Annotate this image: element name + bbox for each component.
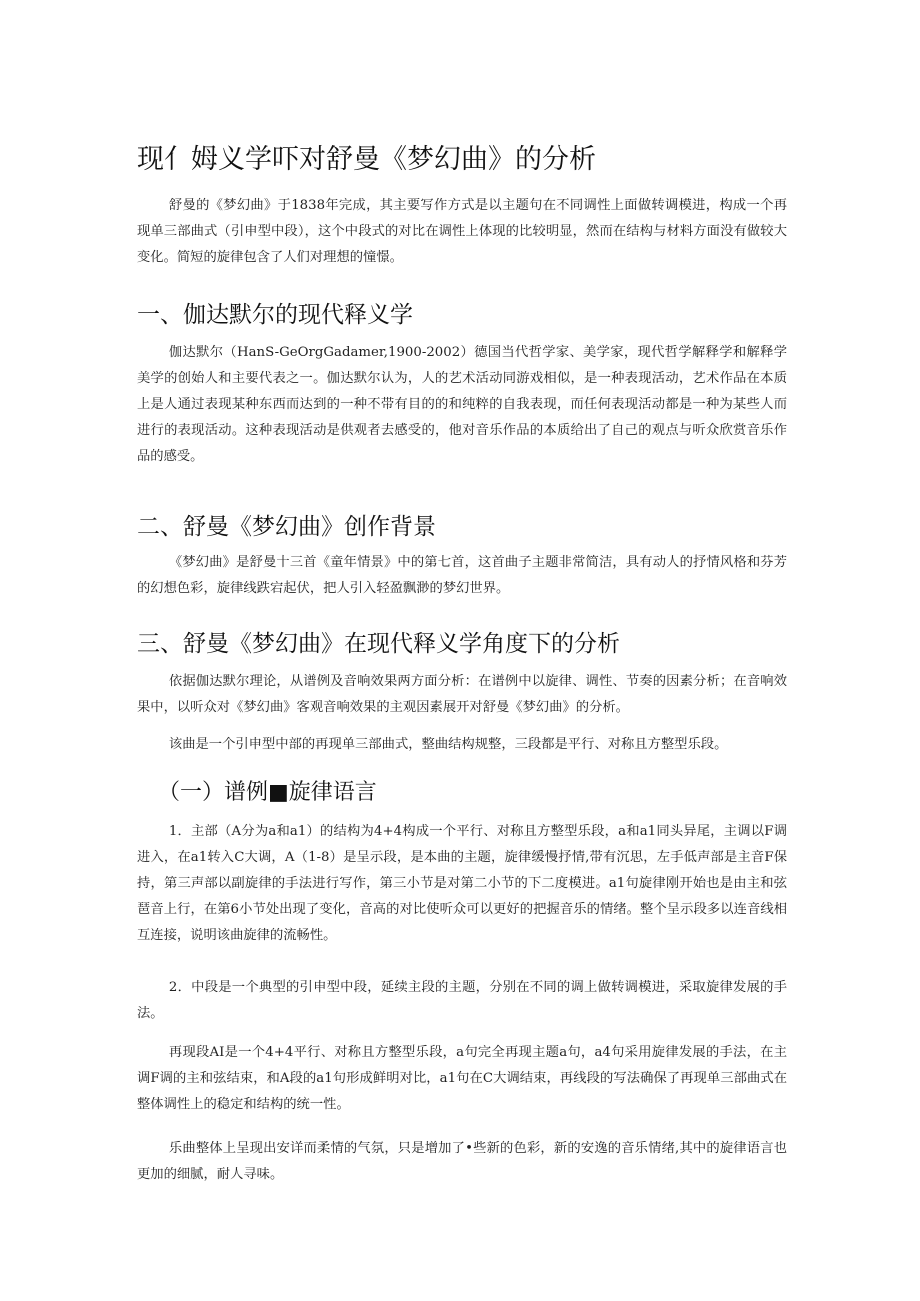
page-title: 现亻姆义学吓对舒曼《梦幻曲》的分析 [137, 144, 596, 175]
section2-heading: 二、舒曼《梦幻曲》创作背景 [137, 514, 436, 540]
section1-heading: 一、伽达默尔的现代释义学 [137, 302, 413, 328]
section3-heading: 三、舒曼《梦幻曲》在现代释义学角度下的分析 [137, 631, 620, 657]
subsection1-paragraph-1: 1．主部（A分为a和a1）的结构为4+4构成一个平行、对称且方整型乐段，a和a1同头异尾，主调以F调进入，在a1转入C大调，A（1-8）是呈示段，是本曲的主题，旋律缓慢抒情,带有沉思，左手低声部是主音F保持，第三声部以副旋律的手法进行写作，第三小节是对第二小节的下二度模进。a1句旋律刚开始也是由主和弦琶音上行，在第6小节处出现了变化，音高的对比使听众可以更好的把握音乐的情绪。整个呈示段多以连音线相互连接，说明该曲旋律的流畅性。 [137, 824, 787, 943]
section2-paragraph: 《梦幻曲》是舒曼十三首《童年情景》中的第七首，这首曲子主题非常简洁，具有动人的抒情风格和芬芳的幻想色彩，旋律线跌宕起伏，把人引入轻盈飘渺的梦幻世界。 [137, 555, 787, 596]
section1-paragraph: 伽达默尔（HanS-GeOrgGadamer,1900-2002）德国当代哲学家、美学家，现代哲学解释学和解释学美学的创始人和主要代表之一。伽达默尔认为，人的艺术活动同游戏相似，是一种表现活动，艺术作品在本质上是人通过表现某种东西而达到的一种不带有目的的和纯粹的自我表现，而任何表现活动都是一种为某些人而进行的表现活动。这种表现活动是供观者去感受的，他对音乐作品的本质给出了自己的观点与听众欣赏音乐作品的感受。 [137, 345, 787, 464]
intro-paragraph: 舒曼的《梦幻曲》于1838年完成，其主要写作方式是以主题句在不同调性上面做转调模进，构成一个再现单三部曲式（引申型中段），这个中段式的对比在调性上体现的比较明显，然而在结构与材料方面没有做较大变化。简短的旋律包含了人们对理想的憧憬。 [137, 198, 787, 265]
subsection1-paragraph-2: 2．中段是一个典型的引申型中段，延续主段的主题，分别在不同的调上做转调模进，采取旋律发展的手法。 [137, 980, 787, 1021]
subsection1-paragraph-4: 乐曲整体上呈现出安详而柔情的气氛，只是增加了•些新的色彩，新的安逸的音乐情绪,其中的旋律语言也更加的细腻，耐人寻味。 [137, 1141, 787, 1182]
section3-paragraph-1: 依据伽达默尔理论，从谱例及音响效果两方面分析：在谱例中以旋律、调性、节奏的因素分析；在音响效果中，以听众对《梦幻曲》客观音响效果的主观因素展开对舒曼《梦幻曲》的分析。 [137, 674, 787, 715]
subsection1-paragraph-3: 再现段AI是一个4+4平行、对称且方整型乐段，a句完全再现主题a句，a4句采用旋律发展的手法，在主调F调的主和弦结束，和A段的a1句形成鲜明对比，a1句在C大调结束，再线段的写法确保了再现单三部曲式在整体调性上的稳定和结构的统一性。 [137, 1045, 787, 1112]
section3-paragraph-2: 该曲是一个引申型中部的再现单三部曲式，整曲结构规整，三段都是平行、对称且方整型乐段。 [168, 737, 728, 752]
subsection1-heading: （一）谱例■旋律语言 [158, 780, 377, 805]
